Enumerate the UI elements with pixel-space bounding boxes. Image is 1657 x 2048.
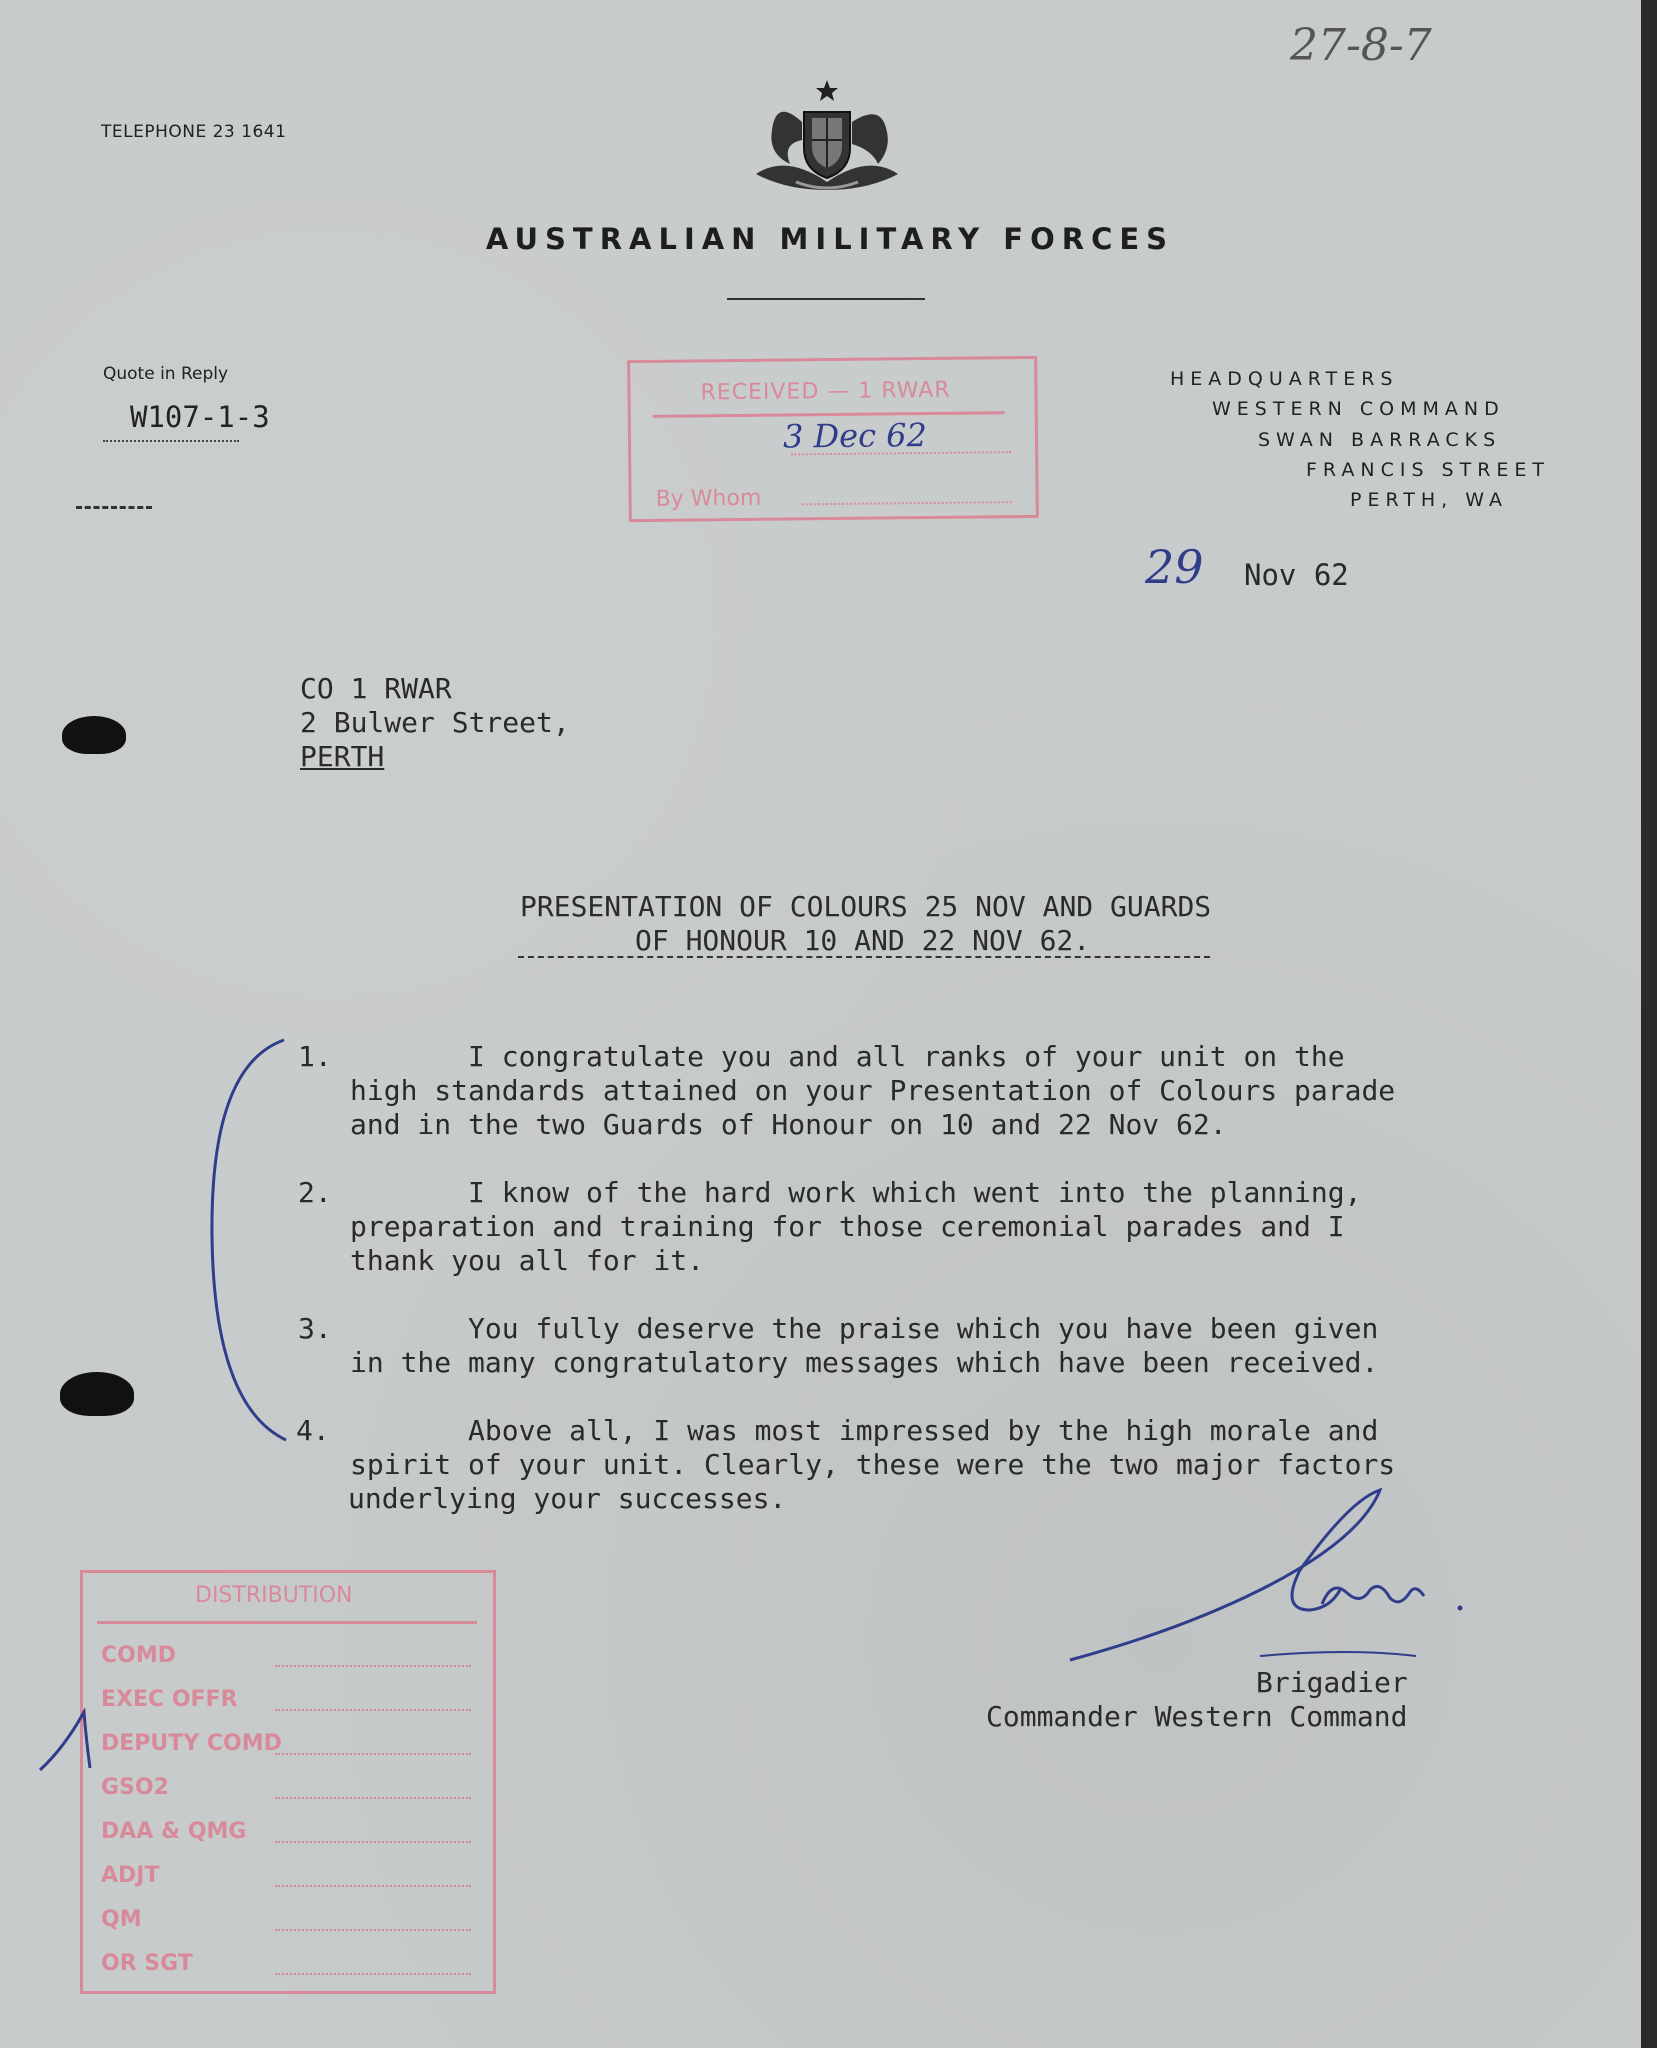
paragraph-line: You fully deserve the praise which you have been given	[468, 1312, 1379, 1345]
distribution-row-label: DEPUTY COMD	[101, 1731, 282, 1756]
hq-address-line: HEADQUARTERS	[1170, 368, 1399, 390]
date-month-year: Nov 62	[1244, 558, 1349, 592]
quote-in-reply-label: Quote in Reply	[103, 364, 229, 384]
punch-hole	[62, 716, 126, 754]
distribution-row-label: OR SGT	[101, 1951, 193, 1976]
distribution-dotted-line	[275, 1709, 471, 1711]
distribution-row-label: COMD	[101, 1643, 177, 1668]
paragraph-line: high standards attained on your Presentation of Colours parade	[350, 1074, 1396, 1107]
handwritten-tick-mark	[36, 1708, 106, 1774]
received-stamp-by-whom: By Whom	[655, 485, 762, 512]
distribution-dotted-line	[275, 1885, 471, 1887]
received-stamp-dotted-line	[802, 501, 1012, 505]
distribution-stamp-title: DISTRIBUTION	[195, 1583, 353, 1608]
organisation-title: AUSTRALIAN MILITARY FORCES	[485, 222, 1175, 256]
quote-dotted-line	[103, 440, 239, 442]
paragraph-line: preparation and training for those ceremonial parades and I	[350, 1210, 1345, 1243]
hq-address-line: WESTERN COMMAND	[1212, 398, 1505, 420]
received-stamp	[627, 356, 1039, 522]
telephone-number: TELEPHONE 23 1641	[101, 122, 287, 142]
paragraph-line: underlying your successes.	[348, 1482, 787, 1515]
coat-of-arms-crest	[746, 78, 908, 196]
distribution-stamp	[80, 1570, 496, 1994]
paragraph-line: I congratulate you and all ranks of your unit on the	[468, 1040, 1345, 1073]
subject-line: OF HONOUR 10 AND 22 NOV 62.	[635, 924, 1091, 957]
paragraph-number: 4.	[296, 1414, 330, 1447]
distribution-row-label: QM	[101, 1907, 142, 1932]
distribution-row-label: ADJT	[101, 1863, 160, 1888]
paragraph-number: 1.	[298, 1040, 332, 1073]
title-rule	[727, 298, 925, 300]
distribution-dotted-line	[275, 1797, 471, 1799]
paragraph-line: spirit of your unit. Clearly, these were the two major factors	[350, 1448, 1396, 1481]
distribution-stamp-rule	[97, 1621, 477, 1624]
hq-address-line: FRANCIS STREET	[1306, 459, 1551, 481]
addressee-line: 2 Bulwer Street,	[300, 706, 570, 739]
page-edge	[1641, 0, 1657, 2048]
hq-address-line: SWAN BARRACKS	[1258, 429, 1502, 451]
distribution-row-label: DAA & QMG	[101, 1819, 247, 1844]
hq-address-line: PERTH, WA	[1350, 489, 1508, 511]
handwritten-bracket	[200, 1036, 300, 1446]
signatory-rank: Brigadier	[1256, 1666, 1408, 1699]
signatory-title: Commander Western Command	[986, 1700, 1408, 1733]
addressee-city: PERTH	[300, 740, 385, 773]
margin-dash-mark	[76, 506, 152, 513]
distribution-dotted-line	[275, 1929, 471, 1931]
quote-reference: W107-1-3	[130, 400, 270, 434]
received-stamp-date: 3 Dec 62	[782, 416, 928, 456]
handwritten-date-day: 29	[1145, 540, 1204, 594]
paragraph-line: and in the two Guards of Honour on 10 and 22 Nov 62.	[350, 1108, 1227, 1141]
distribution-dotted-line	[275, 1665, 471, 1667]
punch-hole	[60, 1372, 134, 1416]
subject-underline	[518, 956, 1210, 958]
distribution-row-label: EXEC OFFR	[101, 1687, 238, 1712]
pencil-file-reference: 27-8-7	[1290, 20, 1432, 71]
handwritten-signature	[1060, 1480, 1480, 1680]
paragraph-line: thank you all for it.	[350, 1244, 705, 1277]
paragraph-line: I know of the hard work which went into the planning,	[468, 1176, 1362, 1209]
paragraph-number: 2.	[298, 1176, 332, 1209]
paragraph-number: 3.	[298, 1312, 332, 1345]
received-stamp-title: RECEIVED — 1 RWAR	[700, 377, 951, 406]
subject-line: PRESENTATION OF COLOURS 25 NOV AND GUARDS	[520, 890, 1212, 923]
distribution-dotted-line	[275, 1973, 471, 1975]
distribution-dotted-line	[275, 1841, 471, 1843]
distribution-dotted-line	[275, 1753, 471, 1755]
distribution-row-label: GSO2	[101, 1775, 169, 1800]
paragraph-line: in the many congratulatory messages which have been received.	[350, 1346, 1379, 1379]
paragraph-line: Above all, I was most impressed by the high morale and	[468, 1414, 1379, 1447]
addressee-line: CO 1 RWAR	[300, 672, 452, 705]
